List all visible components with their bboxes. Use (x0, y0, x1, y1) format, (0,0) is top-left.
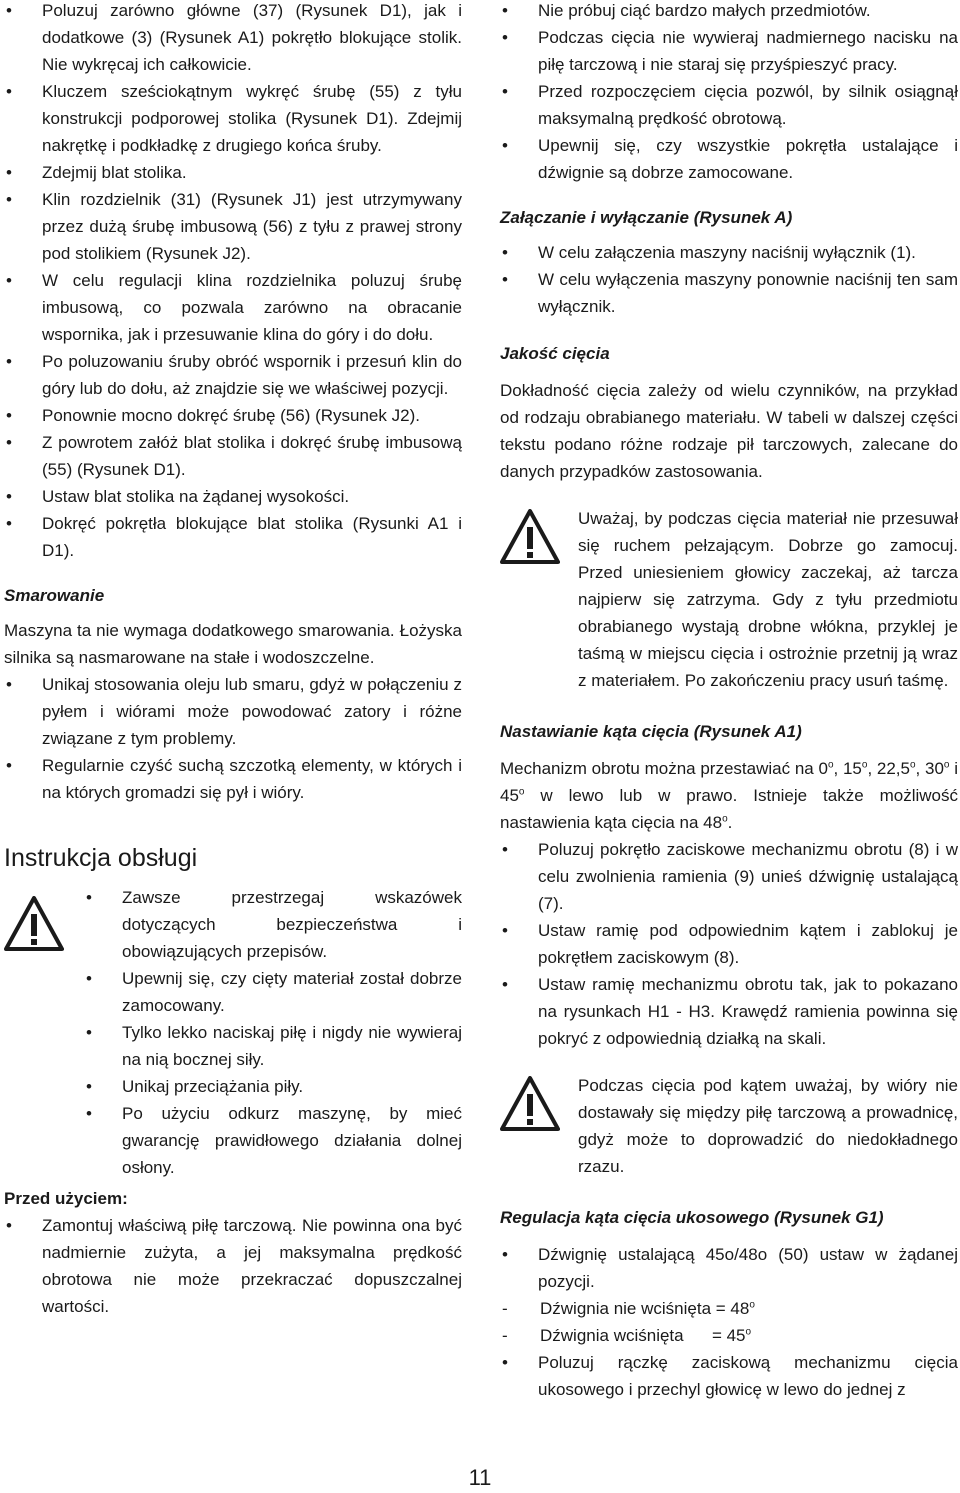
before-use-heading: Przed użyciem: (4, 1189, 128, 1208)
list-item: - Dźwignia nie wciśnięta = $48^o$ (500, 1295, 958, 1322)
right-column (500, 0, 958, 1403)
warning-icon (4, 896, 64, 952)
table-setup-list (4, 0, 462, 564)
list-item: • Ponownie mocno dokręć śrubę (56) (Rysunek J2). (4, 402, 462, 429)
list-item: • Ustaw blat stolika na żądanej wysokości. (4, 483, 462, 510)
warning-block (500, 505, 958, 694)
warning-text: Uważaj, by podczas cięcia materiał nie przesuwał się ruchem pełzającym. Dobrze go zamocuj. Przed uniesieniem głowicy zaczekaj, aż tarcza najpierw się zatrzyma. Gdy z tyłu przedmiotu obrabianego wystają drobne włókna, przyklej je taśmą w miejscu cięcia i ostrożnie przetnij ją wraz z materiałem. Po zakończeniu pracy usuń taśmę. (578, 509, 958, 690)
list-item: • Unikaj stosowania oleju lub smaru, gdyż w połączeniu z pyłem i wiórami może powodować zatory i różne związane z tym problemy. (4, 671, 462, 752)
list-item: • Dokręć pokrętła blokujące blat stolika (Rysunki A1 i D1). (4, 510, 462, 564)
list-item: • Upewnij się, czy cięty materiał został dobrze zamocowany. (84, 965, 462, 1019)
list-item: • Ustaw ramię pod odpowiednim kątem i zablokuj je pokrętłem zaciskowym (8). (500, 917, 958, 971)
angle-list (500, 836, 958, 1052)
angle-heading: Nastawianie kąta cięcia (Rysunek A1) (500, 722, 802, 741)
list-item: • Poluzuj zarówno główne (37) (Rysunek D1), jak i dodatkowe (3) (Rysunek A1) pokrętło blokujące stolik. Nie wykręcaj ich całkowicie. (4, 0, 462, 78)
quality-heading: Jakość cięcia (500, 344, 610, 363)
list-item: • Przed rozpoczęciem cięcia pozwól, by silnik osiągnął maksymalną prędkość obrotową. (500, 78, 958, 132)
list-item: • Zdejmij blat stolika. (4, 159, 462, 186)
list-item: • Tylko lekko naciskaj piłę i nigdy nie wywieraj na nią bocznej siły. (84, 1019, 462, 1073)
warning-block (4, 884, 462, 1181)
lubrication-heading: Smarowanie (4, 586, 105, 605)
list-item: • Nie próbuj ciąć bardzo małych przedmiotów. (500, 0, 958, 24)
warning-block (500, 1072, 958, 1180)
list-item: • W celu wyłączenia maszyny ponownie naciśnij ten sam wyłącznik. (500, 266, 958, 320)
list-item: • W celu regulacji klina rozdzielnika poluzuj śrubę imbusową, co pozwala zarówno na obracanie wspornika, jak i przesuwanie klina do góry i do dołu. (4, 267, 462, 348)
angle-text: Mechanizm obrotu można przestawiać na 0$^o$, 15$^o$, 22,5$^o$, 30$^o$ i 45$^o$ w lewo lub w prawo. Istnieje także możliwość nastawienia kąta cięcia na 48$^o$. (500, 759, 958, 832)
warning-icon (500, 509, 560, 565)
list-item: • Regularnie czyść suchą szczotką elementy, w których i na których gromadzi się pył i wióry. (4, 752, 462, 806)
bevel-heading: Regulacja kąta cięcia ukosowego (Rysunek G1) (500, 1208, 884, 1227)
safety-list (84, 884, 462, 1181)
lubrication-list (4, 671, 462, 806)
list-item: • Klin rozdzielnik (31) (Rysunek J1) jest utrzymywany przez dużą śrubę imbusową (56) z tyłu z prawej strony pod stolikiem (Rysunek J2). (4, 186, 462, 267)
before-use-list (4, 1212, 462, 1320)
onoff-heading: Załączanie i wyłączanie (Rysunek A) (500, 208, 793, 227)
list-item: • Po użyciu odkurz maszynę, by mieć gwarancję prawidłowego działania dolnej osłony. (84, 1100, 462, 1181)
list-item: • Podczas cięcia nie wywieraj nadmiernego nacisku na piłę tarczową i nie staraj się przyśpieszyć pracy. (500, 24, 958, 78)
list-item: • Poluzuj rączkę zaciskową mechanizmu cięcia ukosowego i przechyl głowicę w lewo do jednej z (500, 1349, 958, 1403)
list-item: • Z powrotem załóż blat stolika i dokręć śrubę imbusową (55) (Rysunek D1). (4, 429, 462, 483)
bevel-dash-list (500, 1295, 958, 1349)
list-item: • Kluczem sześciokątnym wykręć śrubę (55) z tyłu konstrukcji podporowej stolika (Rysunek D1). Zdejmij nakrętkę i podkładkę z drugiego końca śruby. (4, 78, 462, 159)
warning-icon (500, 1076, 560, 1132)
page-number: 11 (468, 1465, 492, 1490)
lubrication-text: Maszyna ta nie wymaga dodatkowego smarowania. Łożyska silnika są nasmarowane na stałe i wodoszczelne. (4, 621, 462, 667)
list-item: • Zamontuj właściwą piłę tarczową. Nie powinna ona być nadmiernie zużyta, a jej maksymalna prędkość obrotowa nie może przekraczać dopuszczalnej wartości. (4, 1212, 462, 1320)
list-item: • W celu załączenia maszyny naciśnij wyłącznik (1). (500, 239, 958, 266)
onoff-list (500, 239, 958, 320)
list-item: - Dźwignia wciśnięta = $45^o$ (500, 1322, 958, 1349)
quality-text: Dokładność cięcia zależy od wielu czynników, na przykład od rodzaju obrabianego materiału. W tabeli w dalszej części tekstu podano różne rodzaje pił tarczowych, zalecane do danych przypadków zastosowania. (500, 381, 958, 481)
list-item: • Ustaw ramię mechanizmu obrotu tak, jak to pokazano na rysunkach H1 - H3. Krawędź ramienia powinna się pokryć z odpowiednią działką na skali. (500, 971, 958, 1052)
warning-text: Podczas cięcia pod kątem uważaj, by wióry nie dostawały się między piłę tarczową a prowadnicę, gdyż może to doprowadzić do niedokładnego rzazu. (578, 1076, 958, 1176)
list-item: • Upewnij się, czy wszystkie pokrętła ustalające i dźwignie są dobrze zamocowane. (500, 132, 958, 186)
bevel-list-continued (500, 1349, 958, 1403)
list-item: • Poluzuj pokrętło zaciskowe mechanizmu obrotu (8) i w celu zwolnienia ramienia (9) unieś dźwignię ustalającą (7). (500, 836, 958, 917)
instructions-heading: Instrukcja obsługi (4, 844, 198, 872)
list-item: • Po poluzowaniu śruby obróć wspornik i przesuń klin do góry lub do dołu, aż znajdzie się we właściwej pozycji. (4, 348, 462, 402)
left-column (4, 0, 462, 1320)
bevel-list (500, 1241, 958, 1295)
list-item: • Unikaj przeciążania piły. (84, 1073, 462, 1100)
cutting-tips-list (500, 0, 958, 186)
list-item: • Zawsze przestrzegaj wskazówek dotyczących bezpieczeństwa i obowiązujących przepisów. (84, 884, 462, 965)
list-item: • Dźwignię ustalającą 45o/48o (50) ustaw w żądanej pozycji. (500, 1241, 958, 1295)
